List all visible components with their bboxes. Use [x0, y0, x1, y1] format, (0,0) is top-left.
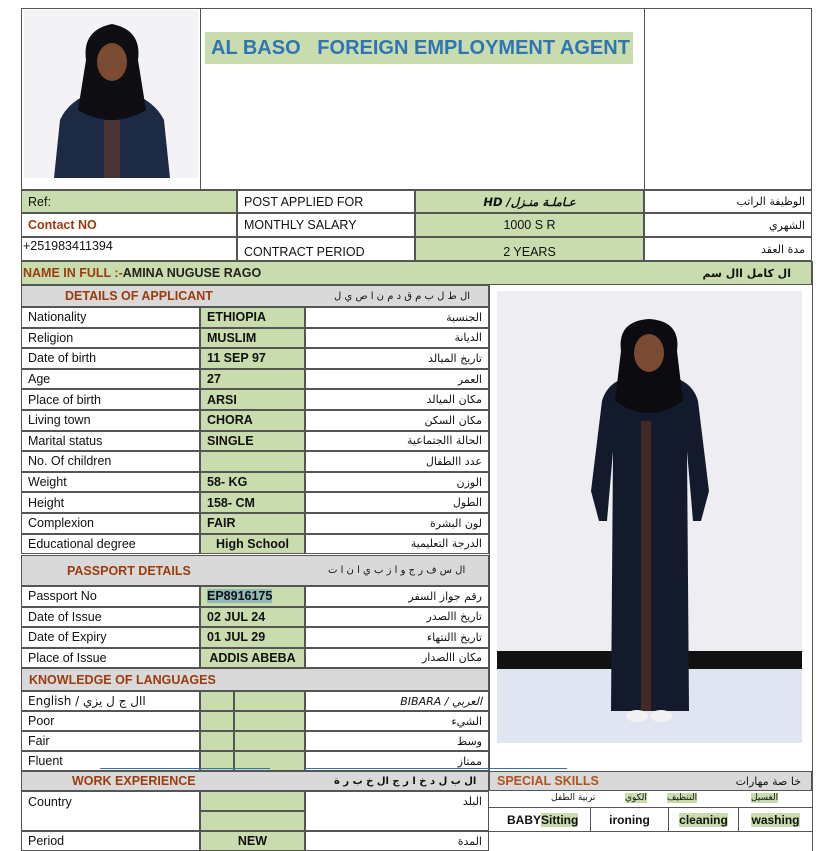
salary-ar: الشهري [644, 213, 812, 237]
language-level-ar: وسط [305, 731, 489, 751]
detail-label: Age [21, 369, 200, 390]
detail-ar: تاريخ االصدر [305, 607, 489, 628]
skills-section-ar: خا صة مهارات [735, 774, 801, 788]
detail-label: Educational degree [21, 534, 200, 555]
language-level-label: Poor [21, 711, 200, 731]
detail-value: 11 SEP 97 [200, 348, 305, 369]
detail-label: Weight [21, 472, 200, 493]
language-level-a [200, 711, 234, 731]
detail-label: Complexion [21, 513, 200, 534]
full-body-photo [497, 291, 802, 743]
contract-value: 2 YEARS [415, 237, 644, 261]
detail-value: 58- KG [200, 472, 305, 493]
skills-ar-row [489, 791, 812, 807]
english-level-b [234, 691, 305, 711]
fluent-underline-left [100, 768, 270, 769]
page-right-border [812, 261, 813, 851]
arabic-label: BIBARA / العربي [305, 691, 489, 711]
skill-ar-cleaning: التنظيف [667, 793, 698, 803]
detail-ar: لون البشرة [305, 513, 489, 534]
country-value-2 [200, 811, 305, 831]
ref-label: Ref: [21, 190, 237, 213]
detail-ar: الجنسية [305, 307, 489, 328]
country-ar: البلد [305, 791, 489, 831]
post-ar: الوظيفة الراتب [644, 190, 812, 213]
country-label: Country [21, 791, 200, 831]
detail-ar: رقم جواز السفر [305, 586, 489, 607]
detail-value: ETHIOPIA [200, 307, 305, 328]
header-divider-right [644, 8, 645, 190]
language-level-a [200, 731, 234, 751]
skills-section-label: SPECIAL SKILLS [497, 774, 599, 788]
skills-bottom [489, 831, 812, 832]
language-level-b [234, 731, 305, 751]
english-label: English / اال ج ل يزي [21, 691, 200, 711]
detail-label: Place of birth [21, 389, 200, 410]
detail-ar: تاريخ االنتهاء [305, 627, 489, 648]
period-ar: المدة [305, 831, 489, 851]
skill-baby-sitting: BABY Sitting [503, 808, 591, 831]
languages-section-label: KNOWLEDGE OF LANGUAGES [29, 672, 216, 687]
post-value: HD /عـاملـة منـزل [415, 190, 644, 213]
detail-ar: العمر [305, 369, 489, 390]
language-level-ar: الشيء [305, 711, 489, 731]
detail-ar: الدرجة التعليمية [305, 534, 489, 555]
work-section-ar: ال ب ل د خ ا ر ج ال خ ب ر ة [334, 775, 477, 787]
detail-label: Date of Expiry [21, 627, 200, 648]
skill-ar-washing: الغسيل [751, 793, 779, 803]
skills-section-header [489, 771, 812, 791]
country-value [200, 791, 305, 811]
name-ar: ال كامل اال سم [702, 266, 791, 280]
contract-label: CONTRACT PERIOD [237, 237, 415, 261]
detail-ar: الوزن [305, 472, 489, 493]
header-divider-left [200, 8, 201, 190]
detail-value: ARSI [200, 389, 305, 410]
detail-label: Date of birth [21, 348, 200, 369]
salary-label: MONTHLY SALARY [237, 213, 415, 237]
passport-section-header [21, 555, 489, 586]
detail-ar: عدد االطفال [305, 451, 489, 472]
language-level-ar: ممتاز [305, 751, 489, 771]
agency-title: AL BASO FOREIGN EMPLOYMENT AGENT [205, 32, 633, 64]
detail-value: FAIR [200, 513, 305, 534]
detail-value: 02 JUL 24 [200, 607, 305, 628]
detail-ar: الحالة االجتماعية [305, 431, 489, 452]
detail-label: Passport No [21, 586, 200, 607]
english-level-a [200, 691, 234, 711]
skill-ar-ironing: الكوي [625, 793, 647, 803]
passport-section-label: PASSPORT DETAILS [67, 563, 191, 578]
detail-label: Nationality [21, 307, 200, 328]
skill-ar-baby: تربية الطفل [551, 793, 596, 803]
detail-ar: مكان االصدار [305, 648, 489, 669]
detail-label: Height [21, 492, 200, 513]
detail-value: SINGLE [200, 431, 305, 452]
detail-ar: مكان السكن [305, 410, 489, 431]
contact-value: +251983411394 [21, 237, 237, 261]
language-level-label: Fluent [21, 751, 200, 771]
detail-label: Place of Issue [21, 648, 200, 669]
detail-value: CHORA [200, 410, 305, 431]
contact-label: Contact NO [21, 213, 237, 237]
skill-washing: washing [739, 808, 812, 831]
detail-value [200, 451, 305, 472]
language-level-b [234, 711, 305, 731]
contract-ar: مدة العقد [644, 237, 812, 261]
work-section-header [21, 771, 489, 791]
detail-label: Marital status [21, 431, 200, 452]
post-label: POST APPLIED FOR [237, 190, 415, 213]
language-level-label: Fair [21, 731, 200, 751]
name-row [21, 261, 812, 285]
detail-label: Date of Issue [21, 607, 200, 628]
detail-label: No. Of children [21, 451, 200, 472]
name-value: AMINA NUGUSE RAGO [122, 266, 262, 280]
portrait-photo [24, 10, 198, 178]
detail-label: Living town [21, 410, 200, 431]
detail-value: ADDIS ABEBA [200, 648, 305, 669]
detail-ar: الديانة [305, 328, 489, 349]
skill-cleaning: cleaning [669, 808, 739, 831]
detail-label: Religion [21, 328, 200, 349]
detail-value: 158- CM [200, 492, 305, 513]
name-label: NAME IN FULL :- [23, 266, 123, 280]
detail-value: 01 JUL 29 [200, 627, 305, 648]
applicant-section-label: DETAILS OF APPLICANT [65, 289, 213, 303]
detail-ar: تاريخ الميالد [305, 348, 489, 369]
applicant-section-header [21, 285, 489, 307]
detail-value: High School [200, 534, 305, 555]
photo-frame-left [489, 285, 490, 790]
detail-value: MUSLIM [200, 328, 305, 349]
detail-ar: الطول [305, 492, 489, 513]
period-value: NEW [200, 831, 305, 851]
detail-ar: مكان الميالد [305, 389, 489, 410]
detail-value: 27 [200, 369, 305, 390]
work-section-label: WORK EXPERIENCE [72, 774, 196, 788]
skill-ironing: ironing [591, 808, 669, 831]
period-label: Period [21, 831, 200, 851]
salary-value: 1000 S R [415, 213, 644, 237]
fluent-underline-right [305, 768, 567, 769]
detail-value: EP8916175 [200, 586, 305, 607]
passport-section-ar: ال س ف ر ج و ا ز ب ي ا ن ا ت [328, 565, 466, 576]
skills-row [489, 808, 812, 831]
applicant-section-ar: ال ط ل ب م ق د م ن ا ص ي ل [334, 290, 471, 302]
languages-section-header [21, 668, 489, 691]
